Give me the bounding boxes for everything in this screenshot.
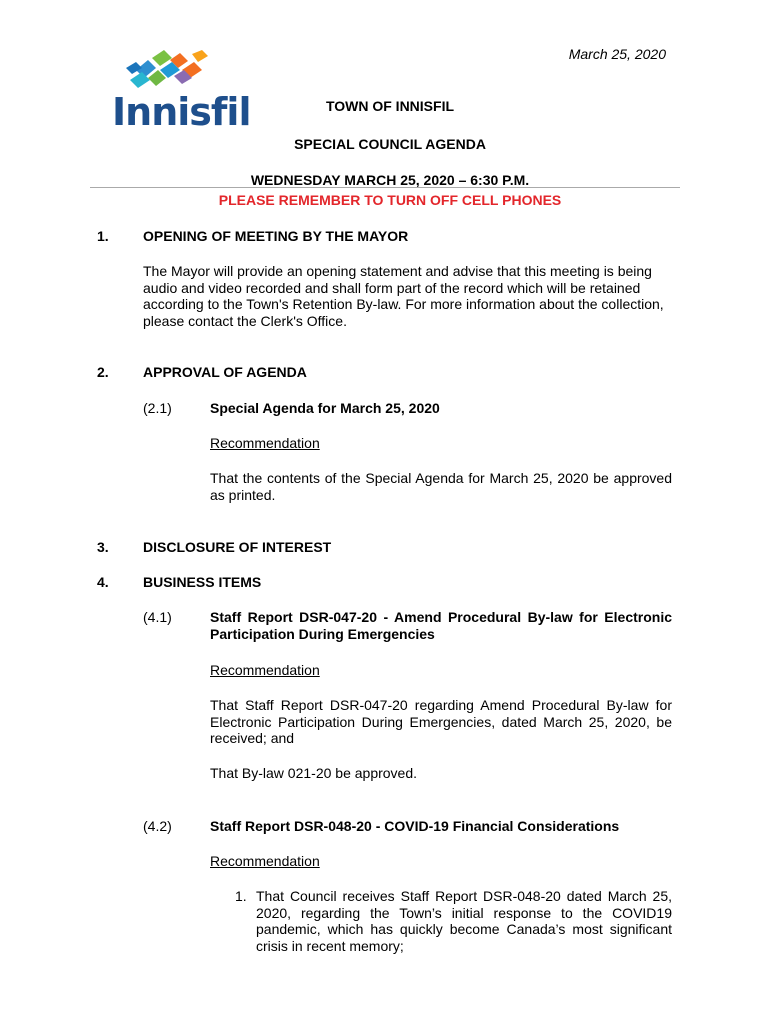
item-heading: DISCLOSURE OF INTEREST xyxy=(143,539,332,555)
town-logo xyxy=(112,50,251,134)
recommendation-text: That the contents of the Special Agenda for March 25, 2020 be approved as printed. xyxy=(210,470,672,503)
document-date: March 25, 2020 xyxy=(568,46,666,62)
list-item-text: That Council receives Staff Report DSR-048-20 dated March 25, 2020, regarding the Town’s initial response to the COVID19 pandemic, which has quickly become Canada’s most significant crisis in recent memory; xyxy=(256,888,672,954)
item-number: 4. xyxy=(97,574,109,590)
item-heading: OPENING OF MEETING BY THE MAYOR xyxy=(143,228,409,244)
recommendation-label: Recommendation xyxy=(210,662,320,678)
subitem-number: (4.1) xyxy=(143,609,172,625)
subitem-title: Staff Report DSR-047-20 - Amend Procedural By-law for Electronic Participation During Emergencies xyxy=(210,609,672,642)
item-text: The Mayor will provide an opening statement and advise that this meeting is being audio and video recorded and shall form part of the record which will be retained according to the Town's Retention By-law. For more information about the collection, please contact the Clerk's Office. xyxy=(143,263,664,329)
recommendation-label: Recommendation xyxy=(210,435,320,451)
logo-wordmark: Innisfil xyxy=(112,90,251,134)
subitem-title: Staff Report DSR-048-20 - COVID-19 Financial Considerations xyxy=(210,818,620,834)
item-number: 1. xyxy=(97,228,109,244)
agenda-title: SPECIAL COUNCIL AGENDA xyxy=(294,136,486,152)
item-heading: BUSINESS ITEMS xyxy=(143,574,262,590)
item-number: 2. xyxy=(97,364,109,380)
subitem-title: Special Agenda for March 25, 2020 xyxy=(210,400,440,416)
cell-phone-warning: PLEASE REMEMBER TO TURN OFF CELL PHONES xyxy=(218,192,562,208)
item-heading: APPROVAL OF AGENDA xyxy=(143,364,307,380)
list-item-number: 1. xyxy=(235,888,247,904)
recommendation-text: That By-law 021-20 be approved. xyxy=(210,765,418,781)
recommendation-text: That Staff Report DSR-047-20 regarding Amend Procedural By-law for Electronic Participation During Emergencies, dated March 25, 2020, be received; and xyxy=(210,697,672,746)
town-title: TOWN OF INNISFIL xyxy=(325,98,455,114)
header-divider xyxy=(90,187,680,188)
meeting-datetime: WEDNESDAY MARCH 25, 2020 – 6:30 P.M. xyxy=(250,172,530,188)
subitem-number: (4.2) xyxy=(143,818,172,834)
item-number: 3. xyxy=(97,539,109,555)
recommendation-label: Recommendation xyxy=(210,853,320,869)
subitem-number: (2.1) xyxy=(143,400,172,416)
